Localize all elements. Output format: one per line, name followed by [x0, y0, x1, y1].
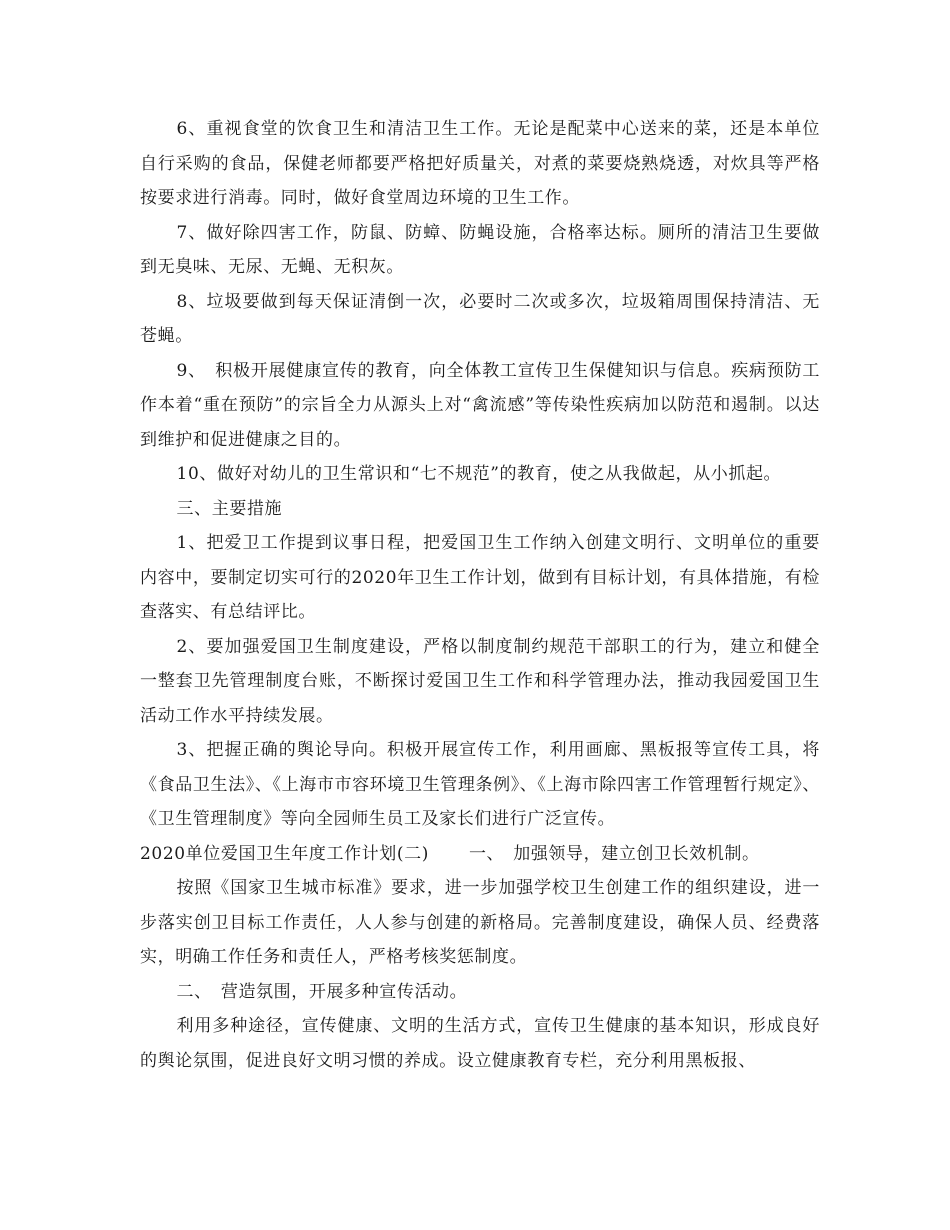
paragraph-item-6: 6、重视食堂的饮食卫生和清洁卫生工作。无论是配菜中心送来的菜，还是本单位自行采购的食品，保健老师都要严格把好质量关，对煮的菜要烧熟烧透，对炊具等严格按要求进行消毒。同时，做好食堂周边环境的卫生工作。 — [140, 119, 820, 208]
paragraph-measure-3: 3、把握正确的舆论导向。积极开展宣传工作，利用画廊、黑板报等宣传工具，将《食品卫生法》、《上海市市容环境卫生管理条例》、《上海市除四害工作管理暂行规定》、《卫生管理制度》等向全园师生员工及家长们进行广泛宣传。 — [140, 740, 820, 829]
paragraph-item-8: 8、垃圾要做到每天保证清倒一次，必要时二次或多次，垃圾箱周围保持清洁、无苍蝇。 — [140, 291, 820, 346]
section-heading-measures: 三、主要措施 — [176, 498, 283, 519]
section-heading-leadership: 一、 加强领导，建立创卫长效机制。 — [468, 843, 760, 864]
paragraph-item-9: 9、 积极开展健康宣传的教育，向全体教工宣传卫生保健知识与信息。疾病预防工作本着“重在预防”的宗旨全力从源头上对“禽流感”等传染性疾病加以防范和遏制。以达到维护和促进健康之目的。 — [140, 360, 820, 450]
section-heading-atmosphere: 二、 营造氛围，开展多种宣传活动。 — [176, 981, 468, 1002]
paragraph-item-7: 7、做好除四害工作，防鼠、防蟑、防蝇设施，合格率达标。厕所的清洁卫生要做到无臭味、无尿、无蝇、无积灰。 — [140, 222, 820, 277]
document-title: 2020单位爱国卫生年度工作计划(二) — [140, 843, 429, 864]
paragraph-measure-1: 1、把爱卫工作提到议事日程，把爱国卫生工作纳入创建文明行、文明单位的重要内容中，要制定切实可行的2020年卫生工作计划，做到有目标计划，有具体措施，有检查落实、有总结评比。 — [140, 533, 820, 622]
paragraph-item-10: 10、做好对幼儿的卫生常识和“七不规范”的教育，使之从我做起，从小抓起。 — [176, 464, 782, 484]
paragraph-measure-2: 2、要加强爱国卫生制度建设，严格以制度制约规范干部职工的行为，建立和健全一整套卫先管理制度台账，不断探讨爱国卫生工作和科学管理办法，推动我园爱国卫生活动工作水平持续发展。 — [140, 636, 820, 726]
document-title-line — [140, 837, 820, 872]
document-body — [140, 112, 820, 1078]
paragraph-leadership: 按照《国家卫生城市标准》要求，进一步加强学校卫生创建工作的组织建设，进一步落实创卫目标工作责任，人人参与创建的新格局。完善制度建设，确保人员、经费落实，明确工作任务和责任人，严格考核奖惩制度。 — [140, 878, 820, 967]
paragraph-atmosphere: 利用多种途径，宣传健康、文明的生活方式，宣传卫生健康的基本知识，形成良好的舆论氛围，促进良好文明习惯的养成。设立健康教育专栏，充分利用黑板报、 — [140, 1016, 820, 1071]
